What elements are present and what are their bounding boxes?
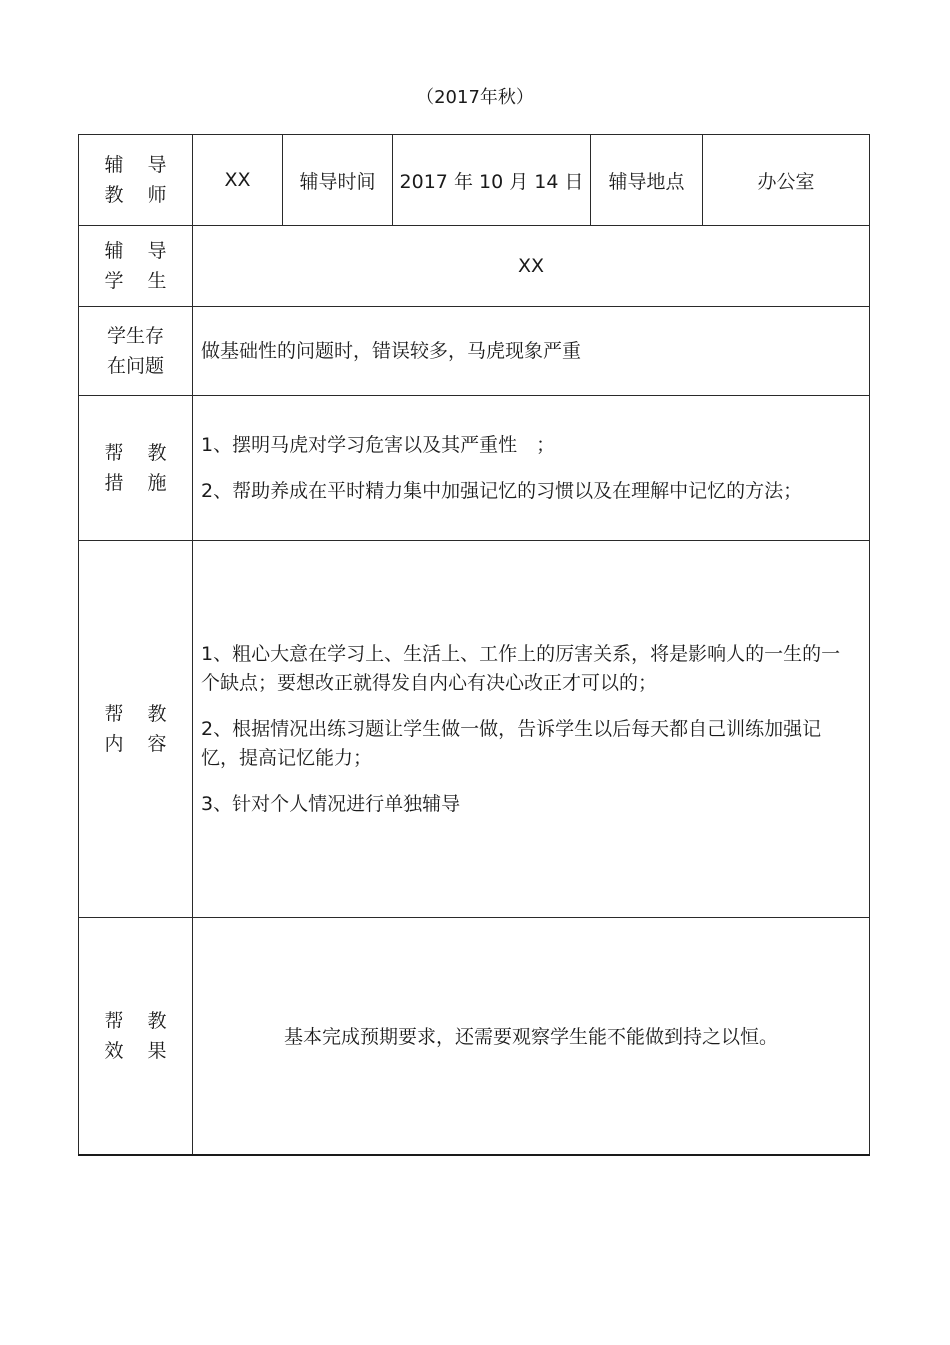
teacher-label-line1: 辅 导: [104, 154, 176, 176]
effect-row: [79, 918, 870, 1155]
measures-item: 1、摆明马虎对学习危害以及其严重性 ；: [201, 433, 556, 456]
measures-label-line1: 帮 教: [104, 442, 176, 464]
measures-label-line2: 措 施: [104, 472, 176, 494]
measures-item: 2、帮助养成在平时精力集中加强记忆的习惯以及在理解中记忆的方法；: [201, 479, 803, 502]
teacher-value: XX: [193, 135, 283, 226]
content-item: 2、根据情况出练习题让学生做一做，告诉学生以后每天都自己训练加强记忆，提高记忆能力；: [201, 717, 822, 769]
page-title: （2017年秋）: [416, 87, 534, 108]
teacher-row: [79, 135, 870, 226]
student-label-line1: 辅 导: [104, 240, 176, 262]
problem-value: 做基础性的问题时，错误较多，马虎现象严重: [193, 307, 870, 396]
time-value: 2017 年 10 月 14 日: [393, 135, 591, 226]
measures-row: [79, 396, 870, 541]
problem-label-line1: 学生存: [106, 325, 164, 347]
content-label-line2: 内 容: [104, 733, 176, 755]
effect-label-cell: [79, 918, 193, 1155]
effect-label-line2: 效 果: [104, 1039, 176, 1062]
content-list: [193, 541, 870, 918]
problem-row: [79, 307, 870, 396]
teacher-label-line2: 教 师: [104, 184, 176, 206]
place-value: 办公室: [703, 135, 870, 226]
time-label: 辅导时间: [283, 135, 393, 226]
place-label: 辅导地点: [591, 135, 703, 226]
content-label-line1: 帮 教: [104, 703, 176, 725]
content-label-cell: [79, 541, 193, 918]
student-label-line2: 学 生: [104, 270, 176, 292]
content-item: 1、粗心大意在学习上、生活上、工作上的厉害关系，将是影响人的一生的一个缺点；要想改正就得发自内心有决心改正才可以的；: [201, 642, 841, 694]
effect-label-line1: 帮 教: [104, 1009, 176, 1032]
effect-value: 基本完成预期要求，还需要观察学生能不能做到持之以恒。: [193, 918, 870, 1155]
tutoring-record-table: [78, 134, 870, 1156]
problem-label-cell: [79, 307, 193, 396]
content-row: [79, 541, 870, 918]
teacher-label-cell: [79, 135, 193, 226]
measures-list: [193, 396, 870, 541]
student-value: XX: [193, 226, 870, 307]
problem-label-line2: 在问题: [106, 355, 164, 377]
student-row: [79, 226, 870, 307]
measures-label-cell: [79, 396, 193, 541]
student-label-cell: [79, 226, 193, 307]
content-item: 3、针对个人情况进行单独辅导: [201, 792, 461, 815]
